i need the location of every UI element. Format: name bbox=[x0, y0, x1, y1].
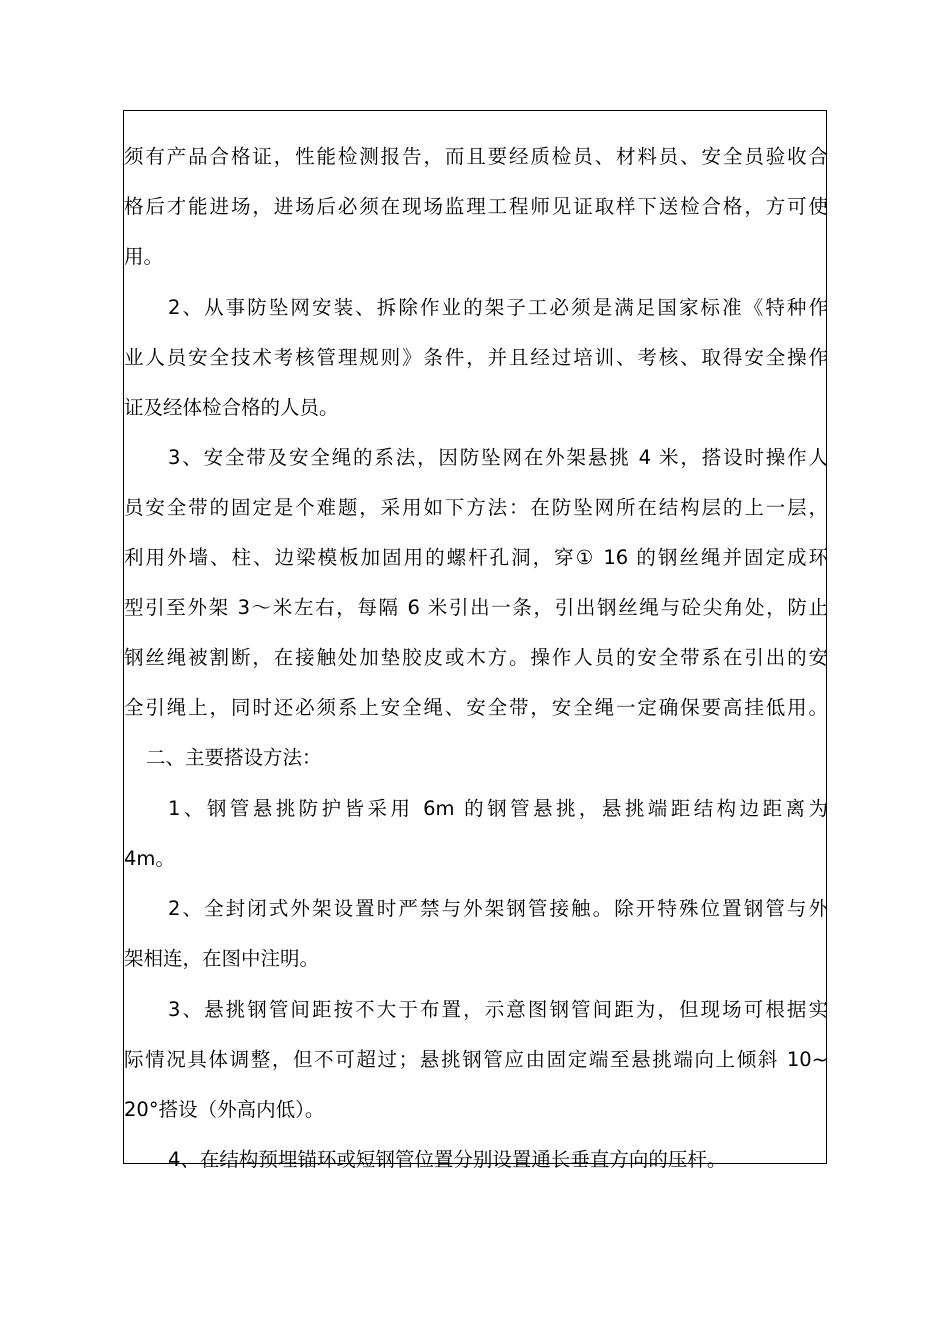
text-line: 4、在结构预埋锚环或短钢管位置分别设置通长垂直方向的压杆。 bbox=[168, 1148, 727, 1171]
text-line: 2、从事防坠网安装、拆除作业的架子工必须是满足国家标准《特种作 bbox=[168, 296, 828, 319]
section-heading: 二、主要搭设方法： bbox=[146, 746, 322, 769]
text-line: 用。 bbox=[124, 245, 164, 268]
document-frame bbox=[123, 110, 828, 1171]
text-line: 须有产品合格证，性能检测报告，而且要经质检员、材料员、安全员验收合 bbox=[124, 145, 828, 168]
text-line: 利用外墙、柱、边梁模板加固用的螺杆孔洞，穿① 16 的钢丝绳并固定成环 bbox=[124, 546, 828, 569]
text-line: 4m。 bbox=[124, 847, 175, 870]
text-line: 3、悬挑钢管间距按不大于布置，示意图钢管间距为，但现场可根据实 bbox=[168, 998, 828, 1021]
text-line: 际情况具体调整，但不可超过；悬挑钢管应由固定端至悬挑端向上倾斜 10~ bbox=[124, 1048, 828, 1071]
text-line: 格后才能进场，进场后必须在现场监理工程师见证取样下送检合格，方可使 bbox=[124, 195, 828, 218]
text-line: 证及经体检合格的人员。 bbox=[124, 396, 339, 419]
text-line: 20°搭设（外高内低）。 bbox=[124, 1098, 325, 1121]
text-line: 1、钢管悬挑防护皆采用 6m 的钢管悬挑，悬挑端距结构边距离为 bbox=[168, 797, 828, 820]
text-line: 2、全封闭式外架设置时严禁与外架钢管接触。除开特殊位置钢管与外 bbox=[168, 897, 828, 920]
text-line: 全引绳上，同时还必须系上安全绳、安全带，安全绳一定确保要高挂低用。 bbox=[124, 696, 828, 719]
text-line: 型引至外架 3〜米左右，每隔 6 米引出一条，引出钢丝绳与砼尖角处，防止 bbox=[124, 596, 828, 619]
text-line: 钢丝绳被割断，在接触处加垫胶皮或木方。操作人员的安全带系在引出的安 bbox=[124, 646, 828, 669]
text-line: 架相连，在图中注明。 bbox=[124, 947, 320, 970]
text-line: 员安全带的固定是个难题，采用如下方法：在防坠网所在结构层的上一层， bbox=[124, 496, 828, 519]
text-line: 3、安全带及安全绳的系法，因防坠网在外架悬挑 4 米，搭设时操作人 bbox=[168, 446, 828, 469]
text-line: 业人员安全技术考核管理规则》条件，并且经过培训、考核、取得安全操作 bbox=[124, 346, 828, 369]
